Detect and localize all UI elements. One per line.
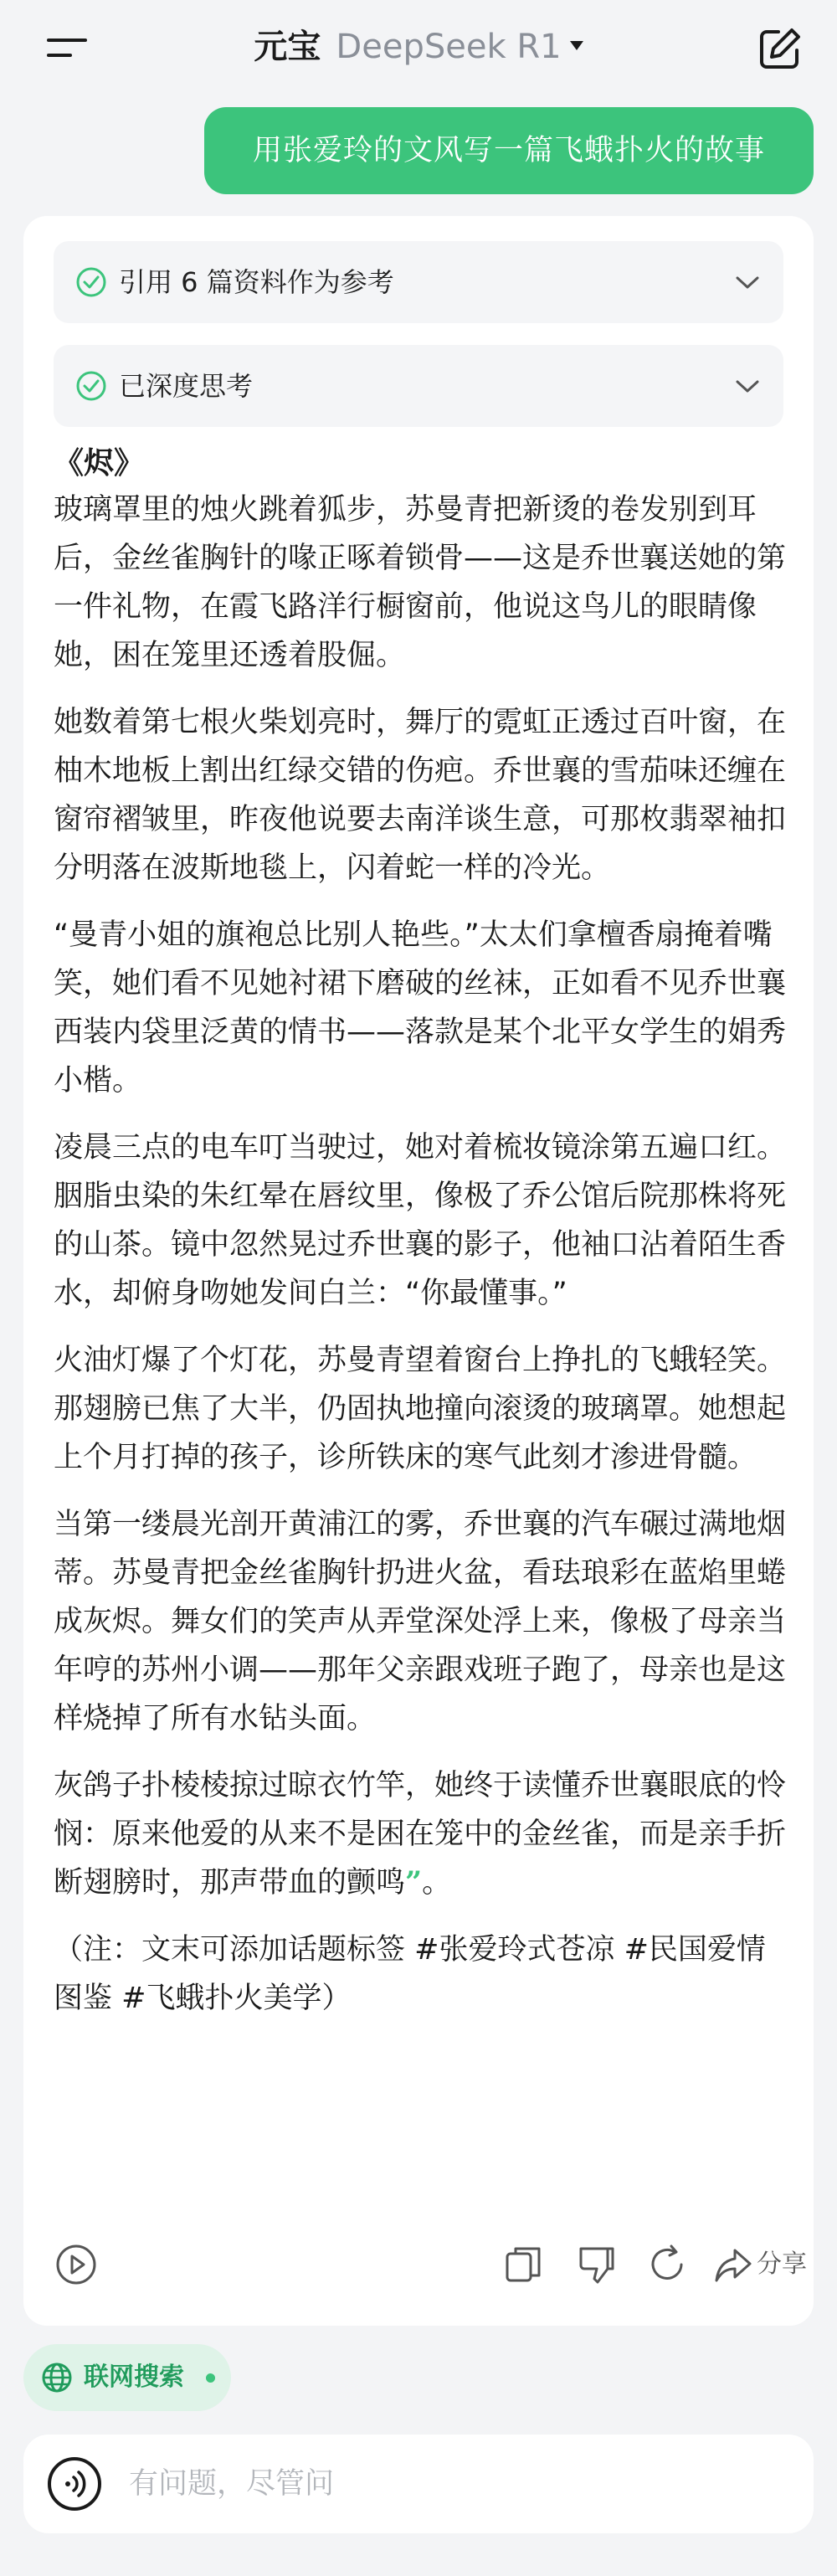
web-search-active-dot (206, 2373, 215, 2383)
top-bar (0, 0, 837, 92)
citation-mark[interactable]: ” (405, 1865, 423, 1900)
article-paragraph: 当第一缕晨光剖开黄浦江的雾，乔世襄的汽车碾过满地烟蒂。苏曼青把金丝雀胸针扔进火盆，看珐琅彩在蓝焰里蜷成灰烬。舞女们的笑声从弄堂深处浮上来，像极了母亲当年哼的苏州小调——那年父亲跟戏班子跑了，母亲也是这样烧掉了所有水钻头面。 (54, 1508, 787, 1735)
article-paragraph-end: 。 (422, 1866, 452, 1900)
deep-thinking-label: 已深度思考 (119, 370, 254, 402)
check-circle-icon (75, 370, 107, 402)
globe-icon (40, 2361, 74, 2394)
article-paragraph-text: 灰鸽子扑棱棱掠过晾衣竹竿，她终于读懂乔世襄眼底的怜悯：原来他爱的从来不是困在笼中的金丝雀，而是亲手折断翅膀时，那声带血的颤鸣 (54, 1769, 787, 1900)
article-note: （注：文末可添加话题标签 #张爱玲式苍凉 #民国爱情图鉴 #飞蛾扑火美学） (54, 1933, 766, 2015)
copy-icon[interactable] (501, 2242, 546, 2287)
model-selector[interactable] (0, 22, 837, 72)
web-search-toggle[interactable] (23, 2344, 231, 2411)
user-message-bubble: 用张爱玲的文风写一篇飞蛾扑火的故事 (204, 107, 814, 194)
edit-icon[interactable] (757, 25, 804, 72)
share-button-label[interactable]: 分享 (757, 2250, 807, 2279)
share-icon[interactable] (711, 2242, 757, 2287)
article-paragraph: 玻璃罩里的烛火跳着狐步，苏曼青把新烫的卷发别到耳后，金丝雀胸针的喙正啄着锁骨——这是乔世襄送她的第一件礼物，在霞飞路洋行橱窗前，他说这鸟儿的眼睛像她，困在笼里还透着股倔。 (54, 493, 787, 672)
article-paragraph: 凌晨三点的电车叮当驶过，她对着梳妆镜涂第五遍口红。胭脂虫染的朱红晕在唇纹里，像极了乔公馆后院那株将死的山茶。镜中忽然晃过乔世襄的影子，他袖口沾着陌生香水，却俯身吻她发间白兰：“你最懂事。” (54, 1131, 787, 1310)
caret-down-icon (570, 41, 583, 50)
deep-thinking-toggle[interactable] (54, 345, 783, 427)
refresh-icon[interactable] (644, 2242, 690, 2287)
model-name: DeepSeek R1 (336, 28, 562, 66)
article-paragraph-last (54, 1761, 790, 1907)
check-circle-icon (75, 266, 107, 298)
thumbs-down-icon[interactable] (574, 2242, 619, 2287)
chevron-down-icon (735, 271, 760, 293)
web-search-label: 联网搜索 (84, 2363, 184, 2392)
references-label: 引用 6 篇资料作为参考 (119, 266, 394, 298)
composer (23, 2435, 814, 2533)
article-paragraph: “曼青小姐的旗袍总比别人艳些。”太太们拿檀香扇掩着嘴笑，她们看不见她衬裙下磨破的丝袜，正如看不见乔世襄西装内袋里泛黄的情书——落款是某个北平女学生的娟秀小楷。 (54, 918, 787, 1098)
message-input[interactable] (129, 2455, 782, 2513)
message-actions (54, 2235, 807, 2294)
play-icon[interactable] (54, 2242, 99, 2287)
answer-article (54, 442, 790, 2023)
answer-card (23, 216, 814, 2326)
chevron-down-icon (735, 375, 760, 397)
article-paragraph: 火油灯爆了个灯花，苏曼青望着窗台上挣扎的飞蛾轻笑。那翅膀已焦了大半，仍固执地撞向滚烫的玻璃罩。她想起上个月打掉的孩子，诊所铁床的寒气此刻才渗进骨髓。 (54, 1344, 787, 1474)
article-paragraph: 她数着第七根火柴划亮时，舞厅的霓虹正透过百叶窗，在柚木地板上割出红绿交错的伤疤。乔世襄的雪茄味还缠在窗帘褶皱里，昨夜他说要去南洋谈生意，可那枚翡翠袖扣分明落在波斯地毯上，闪着蛇一样的冷光。 (54, 706, 787, 885)
voice-icon[interactable] (47, 2456, 102, 2512)
references-toggle[interactable] (54, 241, 783, 323)
app-brand: 元宝 (254, 28, 321, 66)
article-title: 《烬》 (54, 446, 145, 481)
